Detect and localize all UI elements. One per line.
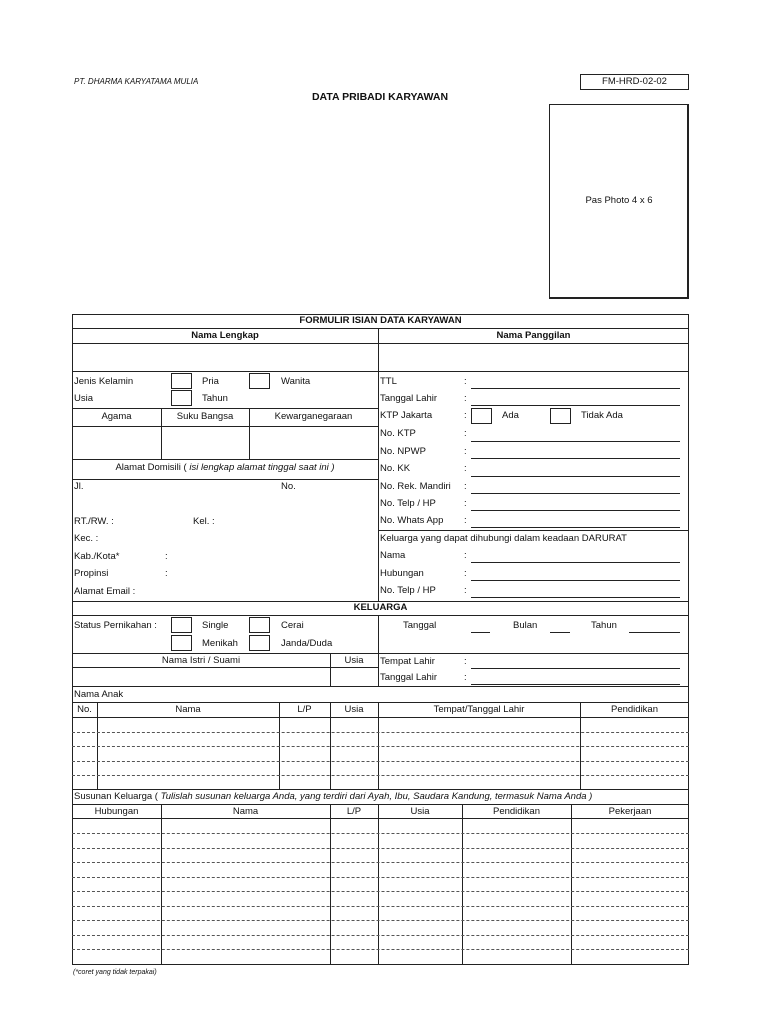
household-col-name: Nama xyxy=(232,806,259,817)
footnote: (*coret yang tidak terpakai) xyxy=(73,969,157,976)
province-label: Propinsi xyxy=(74,568,109,579)
female-label: Wanita xyxy=(281,376,311,387)
ethnicity-field[interactable] xyxy=(162,427,248,458)
spouse-age-header: Usia xyxy=(344,655,364,666)
marriage-month-label: Bulan xyxy=(513,620,538,631)
children-col-birth: Tempat/Tanggal Lahir xyxy=(433,704,525,715)
widowed-checkbox[interactable] xyxy=(249,635,270,651)
divorced-label: Cerai xyxy=(281,620,304,631)
household-title: Susunan Keluarga ( Tulislah susunan keluarga Anda, yang terdiri dari Ayah, Ibu, Saudara Kandung, termasuk Nama Anda ) xyxy=(74,791,593,802)
household-col-occupation: Pekerjaan xyxy=(608,806,652,817)
emergency-relation-label: Hubungan xyxy=(380,568,424,579)
children-title: Nama Anak xyxy=(74,689,124,700)
single-label: Single xyxy=(202,620,229,631)
household-table-rows[interactable] xyxy=(73,819,688,964)
ktp-number-line[interactable] xyxy=(471,441,680,442)
form-code: FM-HRD-02-02 xyxy=(602,76,667,87)
full-name-header: Nama Lengkap xyxy=(191,330,259,341)
kk-line[interactable] xyxy=(471,476,680,477)
birthdate-line[interactable] xyxy=(471,405,680,406)
single-checkbox[interactable] xyxy=(171,617,192,633)
ktp-number-label: No. KTP xyxy=(380,428,416,439)
kab-colon: : xyxy=(165,551,168,562)
children-col-age: Usia xyxy=(344,704,364,715)
emergency-name-label: Nama xyxy=(380,550,406,561)
emergency-phone-label: No. Telp / HP xyxy=(380,585,436,596)
street-label: Jl. xyxy=(74,481,84,492)
npwp-line[interactable] xyxy=(471,458,680,459)
marriage-date-label: Tanggal xyxy=(403,620,437,631)
bank-account-line[interactable] xyxy=(471,493,680,494)
ktp-yes-checkbox[interactable] xyxy=(471,408,492,424)
religion-header: Agama xyxy=(101,411,132,422)
nickname-field[interactable] xyxy=(379,344,688,371)
children-col-no: No. xyxy=(77,704,92,715)
spouse-birthplace-line[interactable] xyxy=(471,668,680,669)
address-header: Alamat Domisili ( isi lengkap alamat tinggal saat ini ) xyxy=(115,462,335,473)
emergency-relation-line[interactable] xyxy=(471,580,680,581)
age-field[interactable] xyxy=(171,390,192,406)
kk-label: No. KK xyxy=(380,463,411,474)
spouse-age-field[interactable] xyxy=(331,668,377,685)
whatsapp-label: No. Whats App xyxy=(380,515,444,526)
widowed-label: Janda/Duda xyxy=(281,638,333,649)
kel-label: Kel. : xyxy=(193,516,215,527)
marital-status-label: Status Pernikahan : xyxy=(74,620,157,631)
children-col-name: Nama xyxy=(175,704,201,715)
form-section-title: FORMULIR ISIAN DATA KARYAWAN xyxy=(299,315,462,326)
citizenship-field[interactable] xyxy=(250,427,377,458)
emergency-name-line[interactable] xyxy=(471,562,680,563)
marriage-year-label: Tahun xyxy=(591,620,617,631)
rtrw-label: RT./RW. : xyxy=(74,516,114,527)
ttl-line[interactable] xyxy=(471,388,680,389)
married-label: Menikah xyxy=(202,638,238,649)
children-table-rows[interactable] xyxy=(73,718,688,788)
marriage-date-line[interactable] xyxy=(471,632,490,633)
household-col-age: Usia xyxy=(410,806,430,817)
company-name: PT. DHARMA KARYATAMA MULIA xyxy=(74,77,199,86)
children-col-education: Pendidikan xyxy=(610,704,658,715)
household-col-relation: Hubungan xyxy=(94,806,139,817)
household-col-sex: L/P xyxy=(346,806,362,817)
email-label: Alamat Email : xyxy=(74,586,136,597)
ktp-jakarta-label: KTP Jakarta xyxy=(380,410,433,421)
nickname-header: Nama Panggilan xyxy=(496,330,571,341)
religion-field[interactable] xyxy=(73,427,160,458)
phone-label: No. Telp / HP xyxy=(380,498,436,509)
spouse-birthdate-label: Tanggal Lahir xyxy=(380,672,438,683)
male-label: Pria xyxy=(202,376,219,387)
ethnicity-header: Suku Bangsa xyxy=(176,411,234,422)
spouse-birthdate-line[interactable] xyxy=(471,684,680,685)
npwp-label: No. NPWP xyxy=(380,446,426,457)
page-title: DATA PRIBADI KARYAWAN xyxy=(311,91,449,103)
male-checkbox[interactable] xyxy=(171,373,192,389)
kec-label: Kec. : xyxy=(74,533,99,544)
gender-label: Jenis Kelamin xyxy=(74,376,134,387)
whatsapp-line[interactable] xyxy=(471,527,680,528)
photo-label: Pas Photo 4 x 6 xyxy=(585,195,653,206)
full-name-field[interactable] xyxy=(73,344,378,371)
phone-line[interactable] xyxy=(471,510,680,511)
spouse-birthplace-label: Tempat Lahir xyxy=(380,656,435,667)
female-checkbox[interactable] xyxy=(249,373,270,389)
spouse-name-field[interactable] xyxy=(73,668,329,685)
ktp-no-checkbox[interactable] xyxy=(550,408,571,424)
age-label: Usia xyxy=(74,393,94,404)
children-col-sex: L/P xyxy=(297,704,312,715)
spouse-name-header: Nama Istri / Suami xyxy=(161,655,241,666)
bank-account-label: No. Rek. Mandiri xyxy=(380,481,451,492)
province-colon: : xyxy=(165,568,168,579)
kab-label: Kab./Kota* xyxy=(74,551,120,562)
marriage-year-line[interactable] xyxy=(629,632,680,633)
citizenship-header: Kewarganegaraan xyxy=(274,411,353,422)
birthdate-label: Tanggal Lahir xyxy=(380,393,438,404)
ktp-yes-label: Ada xyxy=(502,410,519,421)
married-checkbox[interactable] xyxy=(171,635,192,651)
household-col-education: Pendidikan xyxy=(492,806,540,817)
emergency-phone-line[interactable] xyxy=(471,597,680,598)
divorced-checkbox[interactable] xyxy=(249,617,270,633)
ttl-label: TTL xyxy=(380,376,397,387)
emergency-title: Keluarga yang dapat dihubungi dalam keadaan DARURAT xyxy=(380,533,627,544)
ktp-no-label: Tidak Ada xyxy=(581,410,623,421)
number-label: No. xyxy=(281,481,296,492)
years-label: Tahun xyxy=(202,393,228,404)
family-section-title: KELUARGA xyxy=(353,602,408,613)
marriage-month-line[interactable] xyxy=(550,632,570,633)
